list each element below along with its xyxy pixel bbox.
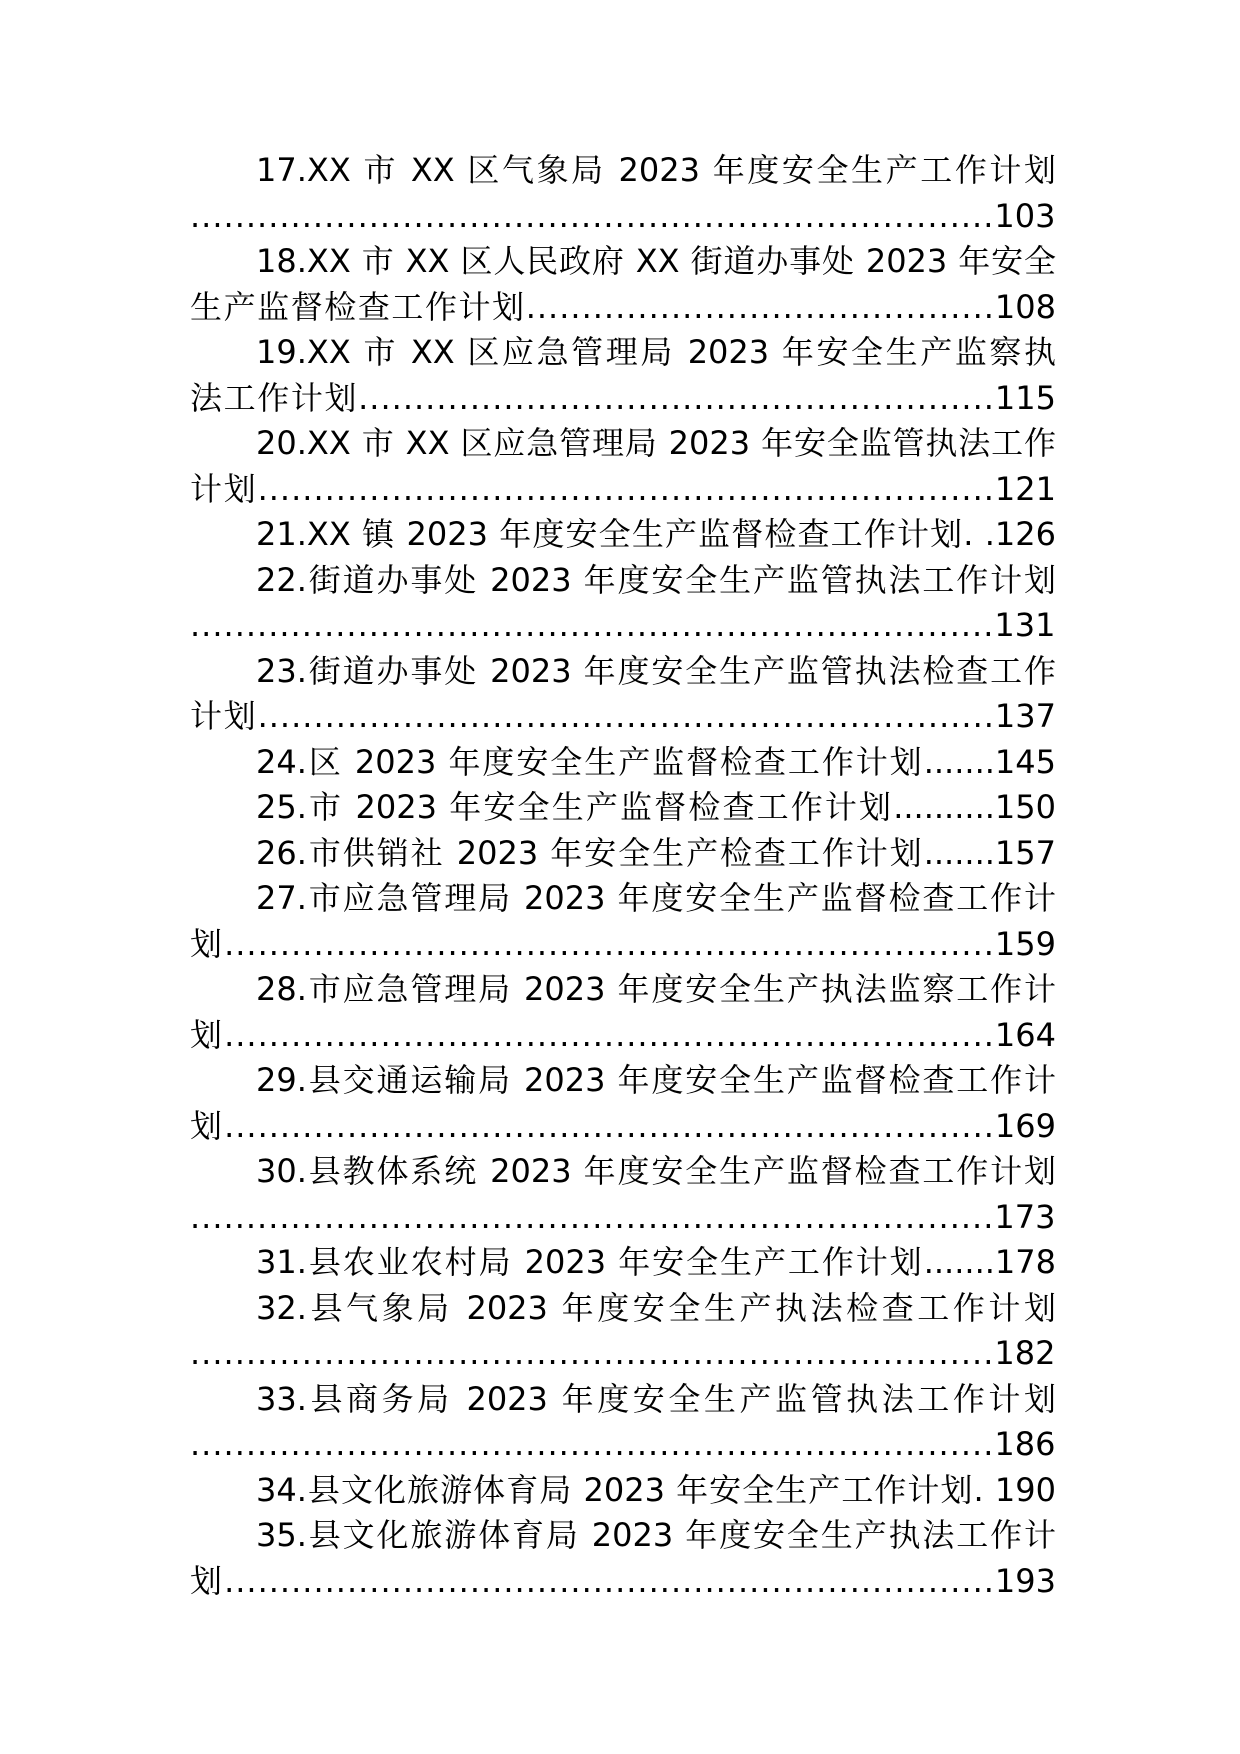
toc-entry-title: 21.XX 镇 2023 年度安全生产监督检查工作计划. .126 (256, 515, 1056, 553)
toc-entry-title: 19.XX 市 XX 区应急管理局 2023 年安全生产监察执 (256, 333, 1056, 371)
toc-entry-title: 26.市供销社 2023 年安全生产检查工作计划.......157 (256, 833, 1056, 872)
toc-entry-title: 32.县气象局 2023 年度安全生产执法检查工作计划 (256, 1288, 1056, 1327)
toc-entry-continuation[interactable] (190, 1195, 1056, 1241)
toc-entry-title: 18.XX 市 XX 区人民政府 XX 街道办事处 2023 年安全 (256, 242, 1056, 280)
toc-page-number: 137 (994, 697, 1056, 735)
toc-entry-title-rest: 计划 (190, 469, 258, 508)
toc-page-number: 115 (994, 378, 1056, 417)
toc-entry-continuation[interactable] (190, 1331, 1056, 1377)
toc-entry-title: 22.街道办事处 2023 年度安全生产监管执法工作计划 (256, 560, 1056, 599)
toc-entry-continuation[interactable] (190, 603, 1056, 649)
toc-entry-title-rest: 法工作计划 (190, 378, 359, 417)
toc-page-number: 108 (994, 287, 1056, 326)
toc-leader-dots: ..................................................................... (224, 1106, 995, 1145)
toc-entry-title: 24.区 2023 年度安全生产监督检查工作计划.......145 (256, 742, 1056, 781)
toc-leader-dots: ........................................................................ (190, 1334, 995, 1372)
toc-leader-dots: ......................................................... (358, 378, 995, 417)
toc-entry-line[interactable] (190, 785, 1056, 831)
toc-entry-line[interactable] (190, 876, 1056, 922)
toc-entry-line[interactable] (190, 1286, 1056, 1332)
toc-leader-dots: ..................................................................... (224, 1561, 995, 1600)
toc-entry-title: 17.XX 市 XX 区气象局 2023 年度安全生产工作计划 (256, 151, 1056, 189)
toc-page-number: 131 (994, 606, 1056, 644)
toc-page-number: 193 (994, 1561, 1056, 1600)
toc-leader-dots: .......................................... (525, 287, 995, 326)
toc-leader-dots: ........................................................................ (190, 1425, 995, 1463)
toc-entry-line[interactable] (190, 558, 1056, 604)
toc-entry-continuation[interactable] (190, 194, 1056, 240)
table-of-contents (190, 148, 1056, 1604)
toc-entry-title-rest: 划 (190, 1561, 225, 1600)
toc-entry-continuation[interactable] (190, 694, 1056, 740)
toc-entry-title: 20.XX 市 XX 区应急管理局 2023 年安全监管执法工作 (256, 424, 1056, 462)
toc-entry-continuation[interactable] (190, 376, 1056, 422)
toc-entry-line[interactable] (190, 967, 1056, 1013)
toc-entry-line[interactable] (190, 239, 1056, 285)
toc-leader-dots: .................................................................. (257, 697, 995, 735)
toc-leader-dots: ........................................................................ (190, 606, 995, 644)
toc-entry-line[interactable] (190, 421, 1056, 467)
toc-entry-title: 27.市应急管理局 2023 年度安全生产监督检查工作计 (256, 879, 1056, 917)
toc-entry-continuation[interactable] (190, 467, 1056, 513)
toc-entry-title-rest: 划 (190, 924, 225, 963)
toc-entry-title-rest: 计划 (190, 697, 258, 735)
toc-page-number: 186 (994, 1425, 1056, 1463)
toc-entry-line[interactable] (190, 1058, 1056, 1104)
toc-page-number: 173 (994, 1197, 1056, 1236)
toc-entry-title: 33.县商务局 2023 年度安全生产监管执法工作计划 (256, 1379, 1056, 1418)
toc-page-number: 121 (994, 469, 1056, 508)
toc-entry-continuation[interactable] (190, 1104, 1056, 1150)
toc-entry-line[interactable] (190, 330, 1056, 376)
toc-entry-line[interactable] (190, 740, 1056, 786)
toc-entry-title: 29.县交通运输局 2023 年度安全生产监督检查工作计 (256, 1061, 1056, 1099)
toc-page-number: 182 (994, 1334, 1056, 1372)
toc-entry-continuation[interactable] (190, 922, 1056, 968)
toc-leader-dots: ..................................................................... (224, 924, 995, 963)
toc-entry-title-rest: 生产监督检查工作计划 (190, 287, 526, 326)
toc-entry-title: 23.街道办事处 2023 年度安全生产监管执法检查工作 (256, 651, 1056, 690)
toc-entry-title: 30.县教体系统 2023 年度安全生产监督检查工作计划 (256, 1152, 1056, 1190)
toc-entry-title: 28.市应急管理局 2023 年度安全生产执法监察工作计 (256, 970, 1056, 1008)
toc-leader-dots: .................................................................. (257, 469, 995, 508)
toc-entry-line[interactable] (190, 1377, 1056, 1423)
toc-leader-dots: ..................................................................... (224, 1015, 995, 1054)
toc-page-number: 103 (994, 196, 1056, 235)
toc-entry-line[interactable] (190, 649, 1056, 695)
toc-entry-continuation[interactable] (190, 1013, 1056, 1059)
toc-entry-line[interactable] (190, 512, 1056, 558)
toc-entry-line[interactable] (190, 1468, 1056, 1514)
toc-entry-title: 25.市 2023 年安全生产监督检查工作计划..........150 (256, 788, 1056, 826)
toc-entry-line[interactable] (190, 1240, 1056, 1286)
toc-page-number: 169 (994, 1106, 1056, 1145)
toc-entry-line[interactable] (190, 831, 1056, 877)
toc-entry-title: 31.县农业农村局 2023 年安全生产工作计划.......178 (256, 1243, 1056, 1281)
toc-entry-title: 35.县文化旅游体育局 2023 年度安全生产执法工作计 (256, 1516, 1056, 1554)
toc-entry-continuation[interactable] (190, 285, 1056, 331)
toc-entry-continuation[interactable] (190, 1559, 1056, 1605)
toc-entry-line[interactable] (190, 148, 1056, 194)
toc-leader-dots: ........................................................................ (190, 196, 995, 235)
toc-entry-line[interactable] (190, 1149, 1056, 1195)
toc-entry-line[interactable] (190, 1513, 1056, 1559)
toc-entry-title-rest: 划 (190, 1106, 225, 1145)
toc-page-number: 164 (994, 1015, 1056, 1054)
toc-entry-continuation[interactable] (190, 1422, 1056, 1468)
toc-leader-dots: ........................................................................ (190, 1197, 995, 1236)
toc-entry-title: 34.县文化旅游体育局 2023 年安全生产工作计划. 190 (256, 1470, 1056, 1509)
toc-entry-title-rest: 划 (190, 1015, 225, 1054)
toc-page-number: 159 (994, 924, 1056, 963)
